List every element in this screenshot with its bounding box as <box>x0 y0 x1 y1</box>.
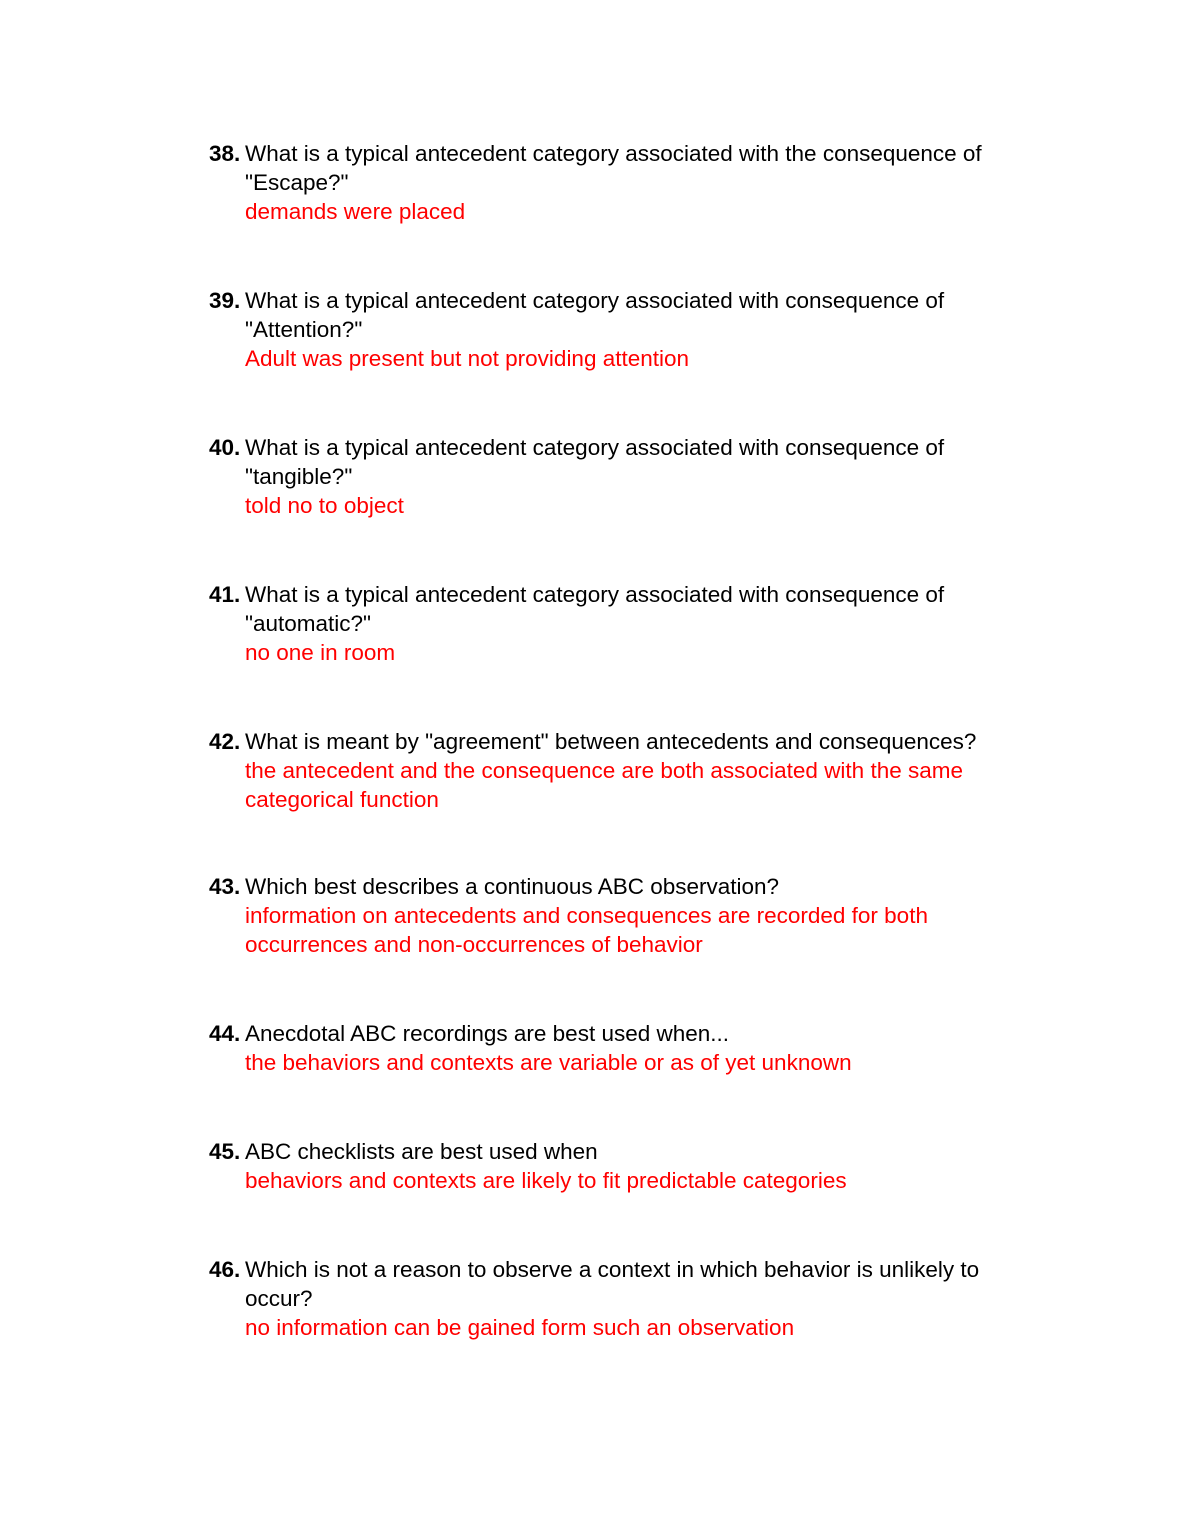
question-number: 44. <box>209 1021 241 1046</box>
answer-text: Adult was present but not providing attention <box>245 346 690 371</box>
question-item-42 <box>209 727 1029 814</box>
question-item-39 <box>209 286 1029 373</box>
question-item-43 <box>209 872 1029 959</box>
answer-text: the behaviors and contexts are variable or as of yet unknown <box>245 1050 852 1075</box>
answer-text: told no to object <box>245 493 404 518</box>
question-number: 38. <box>209 141 241 166</box>
question-number: 41. <box>209 582 241 607</box>
question-text: What is a typical antecedent category associated with consequence of "automatic?" <box>245 582 945 636</box>
question-text: What is meant by "agreement" between antecedents and consequences? <box>245 729 977 754</box>
question-number: 46. <box>209 1257 241 1282</box>
question-item-44 <box>209 1019 1029 1077</box>
question-item-40 <box>209 433 1029 520</box>
answer-text: the antecedent and the consequence are both associated with the same categorical function <box>245 758 964 812</box>
answer-text: information on antecedents and consequences are recorded for both occurrences and non-occurrences of behavior <box>245 903 928 957</box>
question-item-46 <box>209 1255 1029 1342</box>
question-text: What is a typical antecedent category associated with the consequence of "Escape?" <box>245 141 982 195</box>
question-text: Which best describes a continuous ABC observation? <box>245 874 780 899</box>
answer-text: no one in room <box>245 640 396 665</box>
question-number: 40. <box>209 435 241 460</box>
question-number: 39. <box>209 288 241 313</box>
question-text: ABC checklists are best used when <box>245 1139 598 1164</box>
question-item-45 <box>209 1137 1029 1195</box>
question-number: 43. <box>209 874 241 899</box>
question-text: Anecdotal ABC recordings are best used when... <box>245 1021 730 1046</box>
question-number: 42. <box>209 729 241 754</box>
question-item-41 <box>209 580 1029 667</box>
answer-text: demands were placed <box>245 199 466 224</box>
question-text: What is a typical antecedent category associated with consequence of "Attention?" <box>245 288 945 342</box>
question-text: What is a typical antecedent category associated with consequence of "tangible?" <box>245 435 945 489</box>
question-text: Which is not a reason to observe a context in which behavior is unlikely to occur? <box>245 1257 980 1311</box>
question-item-38 <box>209 139 1029 226</box>
question-number: 45. <box>209 1139 241 1164</box>
answer-text: no information can be gained form such an observation <box>245 1315 795 1340</box>
answer-text: behaviors and contexts are likely to fit predictable categories <box>245 1168 847 1193</box>
